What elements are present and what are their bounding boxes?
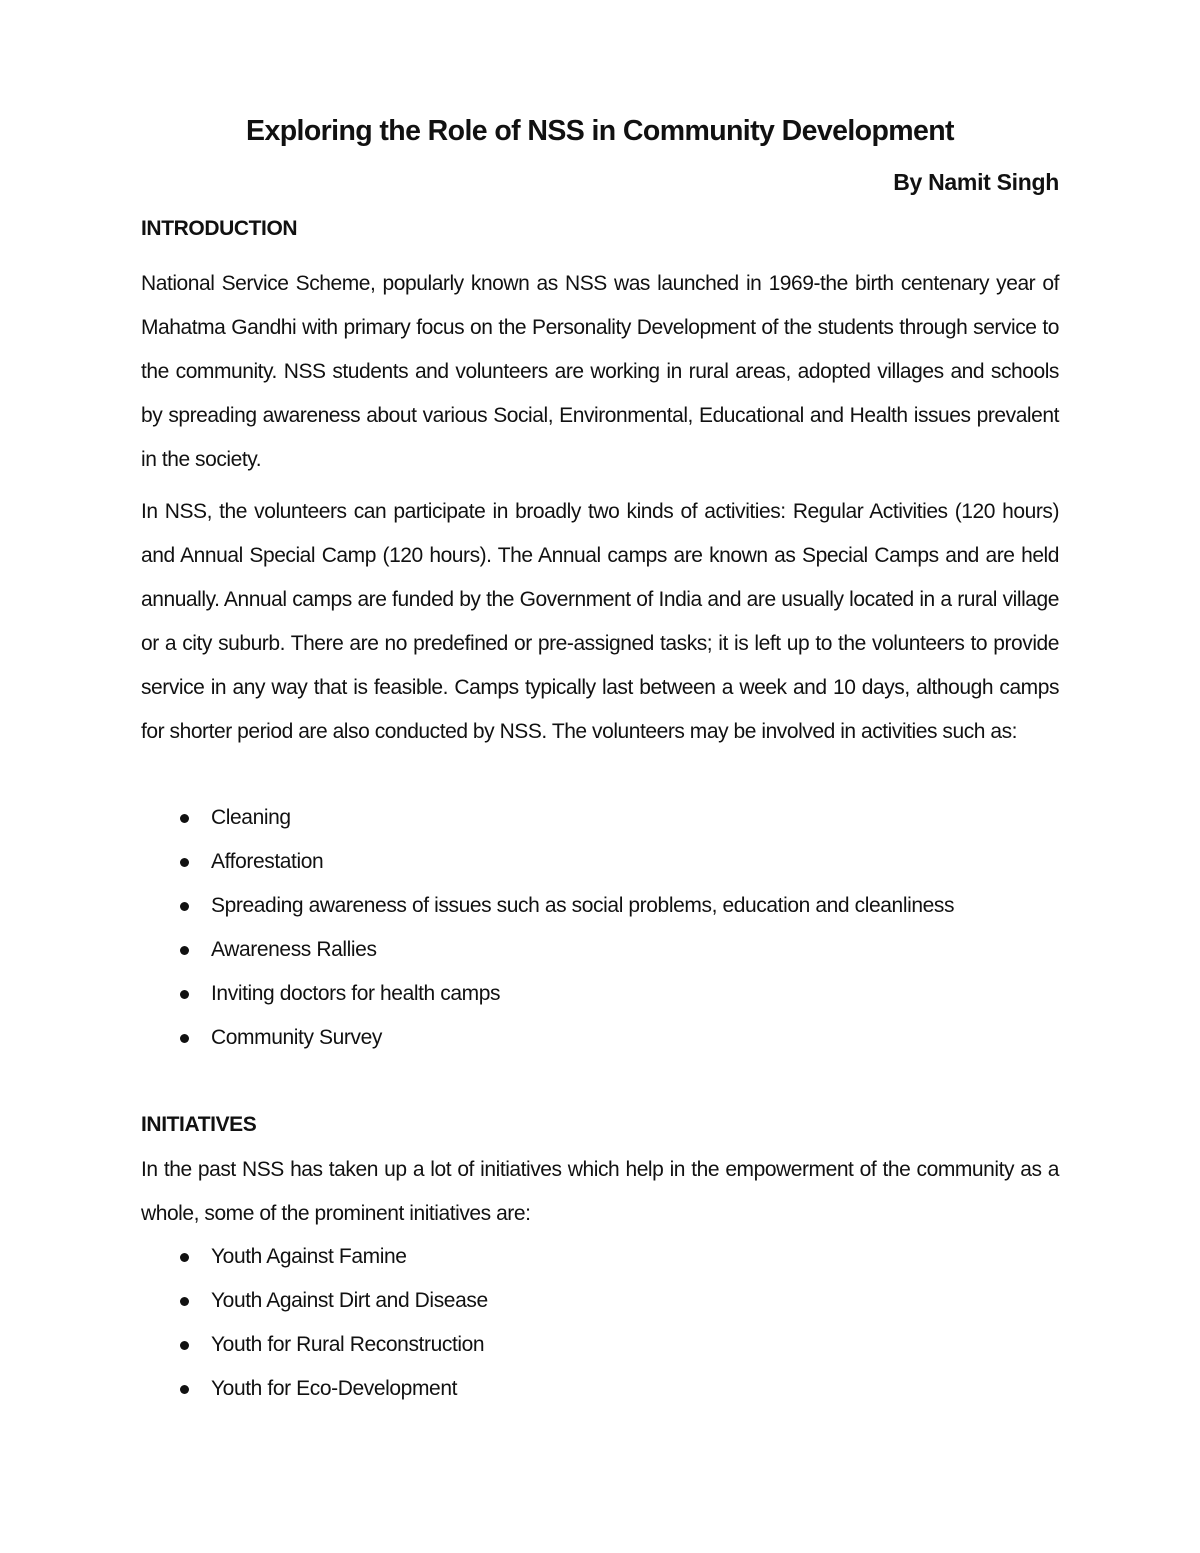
- list-item: [141, 1279, 1059, 1323]
- bullet-icon: [180, 1297, 189, 1306]
- list-item-text: Youth Against Dirt and Disease: [211, 1289, 488, 1312]
- list-item: [141, 1367, 1059, 1411]
- bullet-icon: [180, 858, 189, 867]
- list-item: [141, 884, 1059, 928]
- bullet-icon: [180, 1253, 189, 1262]
- list-item-text: Cleaning: [211, 806, 291, 829]
- bullet-icon: [180, 814, 189, 823]
- list-item-text: Youth Against Famine: [211, 1245, 407, 1268]
- document-title: Exploring the Role of NSS in Community Development: [246, 115, 954, 147]
- initiatives-heading: INITIATIVES: [141, 1113, 257, 1136]
- list-item-text: Youth for Eco-Development: [211, 1377, 458, 1400]
- list-item: [141, 972, 1059, 1016]
- list-item-text: Inviting doctors for health camps: [211, 982, 501, 1005]
- list-item-text: Awareness Rallies: [211, 938, 377, 961]
- introduction-paragraph-1: National Service Scheme, popularly known as NSS was launched in 1969-the birth centenary year of Mahatma Gandhi with primary focus on the Personality Development of the students through service to the community. NSS students and volunteers are working in rural areas, adopted villages and schools by spreading awareness about various Social, Environmental, Educational and Health issues prevalent in the society.: [141, 272, 1059, 471]
- initiatives-paragraph: In the past NSS has taken up a lot of initiatives which help in the empowerment of the community as a whole, some of the prominent initiatives are:: [141, 1158, 1059, 1225]
- list-item-text: Afforestation: [211, 850, 324, 873]
- list-item: [141, 1016, 1059, 1060]
- list-item: [141, 1235, 1059, 1279]
- bullet-icon: [180, 946, 189, 955]
- bullet-icon: [180, 1385, 189, 1394]
- list-item: [141, 840, 1059, 884]
- list-item-text: Spreading awareness of issues such as social problems, education and cleanliness: [211, 894, 955, 917]
- list-item: [141, 796, 1059, 840]
- list-item: [141, 928, 1059, 972]
- introduction-paragraph-2: In NSS, the volunteers can participate in broadly two kinds of activities: Regular Activities (120 hours) and Annual Special Camp (120 hours). The Annual camps are known as Special Camps and are held annually. Annual camps are funded by the Government of India and are usually located in a rural village or a city suburb. There are no predefined or pre-assigned tasks; it is left up to the volunteers to provide service in any way that is feasible. Camps typically last between a week and 10 days, although camps for shorter period are also conducted by NSS. The volunteers may be involved in activities such as:: [141, 500, 1059, 743]
- list-item-text: Community Survey: [211, 1026, 382, 1049]
- introduction-heading: INTRODUCTION: [141, 217, 298, 240]
- bullet-icon: [180, 1341, 189, 1350]
- bullet-icon: [180, 1034, 189, 1043]
- bullet-icon: [180, 990, 189, 999]
- initiatives-list: [141, 1235, 1059, 1411]
- list-item-text: Youth for Rural Reconstruction: [211, 1333, 485, 1356]
- list-item: [141, 1323, 1059, 1367]
- activities-list: [141, 796, 1059, 1060]
- bullet-icon: [180, 902, 189, 911]
- document-author: By Namit Singh: [893, 169, 1059, 195]
